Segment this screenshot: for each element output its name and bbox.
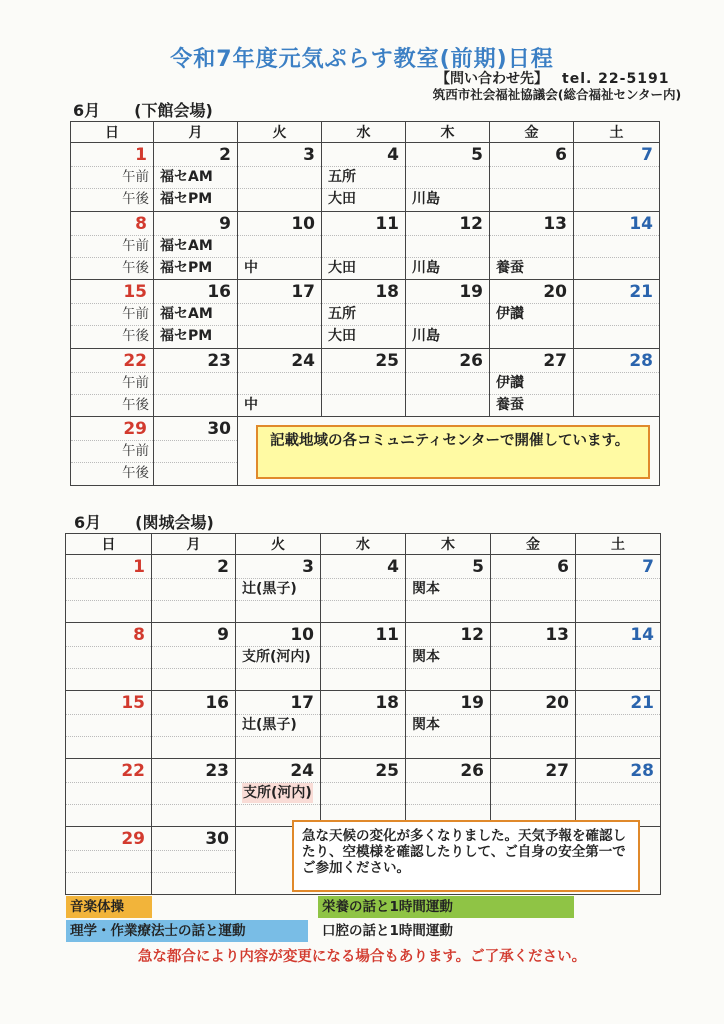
row-divider — [406, 394, 489, 395]
row-divider — [321, 782, 405, 783]
row-divider — [152, 782, 235, 783]
event: 関本 — [412, 581, 440, 597]
day-number: 7 — [641, 145, 653, 165]
row-divider — [321, 668, 405, 669]
day-cell — [321, 555, 406, 623]
row-divider — [574, 325, 659, 326]
weekday-header: 月 — [154, 122, 238, 143]
row-divider — [154, 462, 237, 463]
day-number: 10 — [291, 213, 315, 234]
pm-event: 養蚕 — [496, 396, 524, 413]
contact-line — [436, 68, 669, 88]
row-divider — [238, 188, 321, 189]
am-event: 五所 — [328, 169, 356, 185]
day-cell — [71, 280, 154, 349]
day-cell — [238, 143, 322, 212]
day-number: 15 — [121, 693, 145, 713]
event: 支所(河内) — [242, 649, 311, 665]
row-divider — [154, 440, 237, 441]
row-divider — [406, 600, 490, 601]
section1-heading — [73, 98, 213, 121]
day-cell — [576, 555, 661, 623]
day-cell — [491, 623, 576, 691]
day-cell — [71, 143, 154, 212]
day-number: 8 — [133, 625, 145, 645]
row-divider — [406, 782, 490, 783]
day-number: 18 — [375, 693, 399, 713]
row-divider — [154, 372, 237, 373]
pm-event: 福セPM — [160, 191, 213, 207]
row-divider — [66, 646, 151, 647]
row-divider — [152, 668, 235, 669]
pm-event: 大田 — [328, 259, 356, 276]
row-divider — [322, 394, 405, 395]
row-divider — [238, 325, 321, 326]
day-cell — [66, 759, 152, 827]
weekday-header: 日 — [71, 122, 154, 143]
day-number: 22 — [123, 350, 147, 371]
row-divider — [152, 578, 235, 579]
am-label: 午前 — [122, 306, 149, 323]
day-cell — [236, 759, 321, 827]
row-divider — [491, 736, 575, 737]
day-cell — [406, 691, 491, 759]
row-divider — [576, 782, 660, 783]
row-divider — [491, 782, 575, 783]
row-divider — [406, 166, 489, 167]
day-number: 24 — [291, 350, 315, 371]
legend-oral-talk: 口腔の話と1時間運動 — [322, 923, 453, 939]
row-divider — [66, 850, 151, 851]
row-divider — [321, 646, 405, 647]
day-number: 20 — [543, 282, 567, 303]
day-number: 14 — [629, 213, 653, 234]
pm-label: 午後 — [122, 191, 149, 207]
weekday-header: 火 — [238, 122, 322, 143]
legend-nutrition-talk: 栄養の話と1時間運動 — [318, 896, 574, 918]
row-divider — [66, 578, 151, 579]
week-row — [71, 211, 660, 280]
pm-label: 午後 — [122, 328, 149, 345]
section1-month: 6月 — [73, 101, 101, 120]
day-cell — [491, 759, 576, 827]
row-divider — [152, 646, 235, 647]
day-number: 13 — [545, 625, 569, 645]
weekday-header: 土 — [576, 534, 661, 555]
week-row — [66, 623, 661, 691]
row-divider — [574, 257, 659, 258]
day-number: 23 — [207, 350, 231, 371]
contact-tel: tel. 22-5191 — [562, 71, 670, 87]
day-cell — [576, 759, 661, 827]
row-divider — [574, 188, 659, 189]
contact-organization: 筑西市社会福祉協議会(総合福祉センター内) — [432, 87, 682, 102]
row-divider — [574, 394, 659, 395]
pm-event: 川島 — [412, 191, 440, 207]
row-divider — [238, 303, 321, 304]
day-number: 26 — [460, 761, 484, 781]
row-divider — [406, 804, 490, 805]
pm-event: 大田 — [328, 191, 356, 207]
am-event: 伊讃 — [496, 306, 524, 323]
day-cell — [321, 691, 406, 759]
event: 辻(黒子) — [242, 717, 297, 733]
am-event: 伊讃 — [496, 374, 524, 391]
event: 支所(河内) — [243, 785, 312, 801]
day-number: 11 — [375, 625, 399, 645]
day-number: 30 — [205, 829, 229, 849]
weekday-header: 月 — [152, 534, 236, 555]
week-row — [71, 348, 660, 417]
day-number: 25 — [375, 350, 399, 371]
row-divider — [152, 872, 235, 873]
row-divider — [574, 166, 659, 167]
row-divider — [574, 372, 659, 373]
week-row — [66, 691, 661, 759]
am-event: 五所 — [328, 306, 356, 323]
am-label: 午前 — [122, 443, 149, 460]
pm-event: 大田 — [328, 328, 356, 345]
footer-notice: 急な都合により内容が変更になる場合もあります。ご了承ください。 — [137, 949, 587, 965]
day-cell — [152, 623, 236, 691]
day-cell — [236, 623, 321, 691]
day-number: 3 — [303, 145, 315, 165]
day-cell — [322, 348, 406, 417]
event: 関本 — [412, 649, 440, 665]
day-cell — [154, 143, 238, 212]
day-cell — [406, 555, 491, 623]
day-cell — [491, 555, 576, 623]
day-number: 8 — [135, 213, 147, 234]
day-cell — [322, 280, 406, 349]
row-divider — [576, 578, 660, 579]
day-cell — [321, 623, 406, 691]
weekday-header: 金 — [491, 534, 576, 555]
day-number: 29 — [123, 419, 147, 440]
row-divider — [576, 668, 660, 669]
day-number: 24 — [290, 761, 314, 781]
row-divider — [322, 372, 405, 373]
day-cell — [154, 348, 238, 417]
row-divider — [321, 600, 405, 601]
day-cell — [322, 211, 406, 280]
day-cell — [238, 211, 322, 280]
day-cell — [574, 348, 660, 417]
pm-event: 福セPM — [160, 259, 213, 276]
day-number: 27 — [543, 350, 567, 371]
day-cell — [490, 280, 574, 349]
day-cell — [574, 143, 660, 212]
row-divider — [490, 325, 573, 326]
row-divider — [574, 235, 659, 236]
weekday-header: 水 — [321, 534, 406, 555]
day-cell — [152, 827, 236, 895]
row-divider — [66, 668, 151, 669]
section2-month: 6月 — [74, 513, 102, 532]
pm-event: 川島 — [412, 328, 440, 345]
day-number: 27 — [545, 761, 569, 781]
day-number: 7 — [642, 557, 654, 577]
day-cell — [491, 691, 576, 759]
day-number: 6 — [557, 557, 569, 577]
row-divider — [152, 600, 235, 601]
day-number: 3 — [302, 557, 314, 577]
row-divider — [152, 736, 235, 737]
day-number: 30 — [207, 419, 231, 440]
day-cell — [321, 759, 406, 827]
row-divider — [236, 600, 320, 601]
row-divider — [66, 872, 151, 873]
weekday-header: 日 — [66, 534, 152, 555]
day-number: 20 — [545, 693, 569, 713]
day-number: 23 — [205, 761, 229, 781]
row-divider — [321, 714, 405, 715]
day-cell — [490, 348, 574, 417]
row-divider — [321, 578, 405, 579]
day-cell — [322, 143, 406, 212]
day-number: 19 — [460, 693, 484, 713]
day-cell — [66, 827, 152, 895]
day-cell — [576, 623, 661, 691]
day-cell — [490, 143, 574, 212]
day-cell — [71, 417, 154, 486]
row-divider — [238, 372, 321, 373]
row-divider — [321, 804, 405, 805]
day-number: 13 — [543, 213, 567, 234]
day-number: 2 — [217, 557, 229, 577]
day-cell — [71, 348, 154, 417]
pm-event: 川島 — [412, 259, 440, 276]
row-divider — [152, 714, 235, 715]
row-divider — [66, 714, 151, 715]
weekday-header: 土 — [574, 122, 660, 143]
row-divider — [152, 850, 235, 851]
day-cell — [576, 691, 661, 759]
day-number: 11 — [375, 213, 399, 234]
day-cell — [406, 623, 491, 691]
row-divider — [236, 736, 320, 737]
row-divider — [66, 804, 151, 805]
day-number: 2 — [219, 145, 231, 165]
contact-label: 【問い合わせ先】 — [436, 71, 548, 87]
day-number: 12 — [459, 213, 483, 234]
week-row — [71, 143, 660, 212]
row-divider — [576, 804, 660, 805]
day-number: 9 — [219, 213, 231, 234]
day-number: 22 — [121, 761, 145, 781]
day-cell — [406, 211, 490, 280]
day-number: 5 — [471, 145, 483, 165]
weekday-header: 金 — [490, 122, 574, 143]
am-label: 午前 — [122, 237, 149, 254]
row-divider — [490, 166, 573, 167]
event: 辻(黒子) — [242, 581, 297, 597]
day-number: 28 — [630, 761, 654, 781]
day-cell — [236, 555, 321, 623]
week-row — [66, 555, 661, 623]
row-divider — [152, 804, 235, 805]
am-label: 午前 — [122, 169, 149, 185]
day-number: 21 — [630, 693, 654, 713]
row-divider — [66, 782, 151, 783]
am-event: 福セAM — [160, 237, 213, 254]
section2-venue: (関城会場) — [135, 513, 214, 532]
row-divider — [238, 166, 321, 167]
day-number: 15 — [123, 282, 147, 303]
day-cell — [406, 759, 491, 827]
row-divider — [406, 303, 489, 304]
row-divider — [406, 372, 489, 373]
row-divider — [491, 714, 575, 715]
row-divider — [576, 600, 660, 601]
row-divider — [576, 646, 660, 647]
row-divider — [574, 303, 659, 304]
am-label: 午前 — [122, 374, 149, 391]
row-divider — [236, 668, 320, 669]
week-row — [66, 759, 661, 827]
day-cell — [490, 211, 574, 280]
row-divider — [491, 668, 575, 669]
day-number: 17 — [290, 693, 314, 713]
week-row — [71, 280, 660, 349]
day-number: 25 — [375, 761, 399, 781]
day-number: 29 — [121, 829, 145, 849]
row-divider — [406, 736, 490, 737]
weekday-header: 火 — [236, 534, 321, 555]
legend-therapist-talk: 理学・作業療法士の話と運動 — [66, 920, 308, 942]
row-divider — [406, 668, 490, 669]
weekday-header: 木 — [406, 122, 490, 143]
row-divider — [321, 736, 405, 737]
row-divider — [491, 578, 575, 579]
day-number: 10 — [290, 625, 314, 645]
row-divider — [490, 235, 573, 236]
pm-label: 午後 — [122, 465, 149, 482]
day-cell — [66, 691, 152, 759]
row-divider — [576, 736, 660, 737]
day-cell — [71, 211, 154, 280]
day-cell — [154, 211, 238, 280]
pm-event: 中 — [244, 396, 258, 413]
weekday-header: 水 — [322, 122, 406, 143]
day-number: 17 — [291, 282, 315, 303]
pm-event: 福セPM — [160, 328, 213, 345]
day-cell — [238, 280, 322, 349]
row-divider — [238, 235, 321, 236]
day-number: 28 — [629, 350, 653, 371]
am-event: 福セAM — [160, 169, 213, 185]
row-divider — [491, 646, 575, 647]
day-number: 1 — [135, 145, 147, 165]
row-divider — [322, 235, 405, 236]
day-cell — [574, 280, 660, 349]
am-event: 福セAM — [160, 306, 213, 323]
day-cell — [154, 280, 238, 349]
event: 関本 — [412, 717, 440, 733]
row-divider — [491, 600, 575, 601]
day-number: 16 — [207, 282, 231, 303]
row-divider — [66, 600, 151, 601]
day-number: 21 — [629, 282, 653, 303]
weather-note: 急な天候の変化が多くなりました。天気予報を確認したり、空模様を確認したりして、ご自身の安全第一でご参加ください。 — [292, 820, 640, 892]
day-cell — [406, 143, 490, 212]
day-cell — [238, 348, 322, 417]
day-number: 5 — [472, 557, 484, 577]
pm-event: 養蚕 — [496, 259, 524, 276]
row-divider — [154, 394, 237, 395]
page-title: 令和7年度元気ぷらす教室(前期)日程 — [170, 47, 554, 72]
day-number: 19 — [459, 282, 483, 303]
section1-venue: (下館会場) — [134, 101, 213, 120]
day-cell — [152, 759, 236, 827]
day-number: 6 — [555, 145, 567, 165]
legend-music-exercise: 音楽体操 — [66, 896, 152, 918]
row-divider — [490, 188, 573, 189]
day-number: 4 — [387, 557, 399, 577]
day-number: 1 — [133, 557, 145, 577]
pm-event: 中 — [244, 259, 258, 276]
day-cell — [406, 280, 490, 349]
day-number: 14 — [630, 625, 654, 645]
row-divider — [406, 235, 489, 236]
day-number: 16 — [205, 693, 229, 713]
day-number: 26 — [459, 350, 483, 371]
row-divider — [491, 804, 575, 805]
day-number: 18 — [375, 282, 399, 303]
day-number: 9 — [217, 625, 229, 645]
section2-heading — [74, 510, 214, 533]
day-cell — [152, 691, 236, 759]
day-cell — [154, 417, 238, 486]
row-divider — [576, 714, 660, 715]
venue-note: 記載地域の各コミュニティセンターで開催しています。 — [256, 425, 650, 479]
row-divider — [66, 736, 151, 737]
day-cell — [406, 348, 490, 417]
day-cell — [66, 623, 152, 691]
weekday-header: 木 — [406, 534, 491, 555]
row-divider — [236, 804, 320, 805]
day-cell — [574, 211, 660, 280]
day-number: 12 — [460, 625, 484, 645]
pm-label: 午後 — [122, 259, 149, 276]
day-cell — [66, 555, 152, 623]
pm-label: 午後 — [122, 396, 149, 413]
day-cell — [152, 555, 236, 623]
day-number: 4 — [387, 145, 399, 165]
day-cell — [236, 691, 321, 759]
